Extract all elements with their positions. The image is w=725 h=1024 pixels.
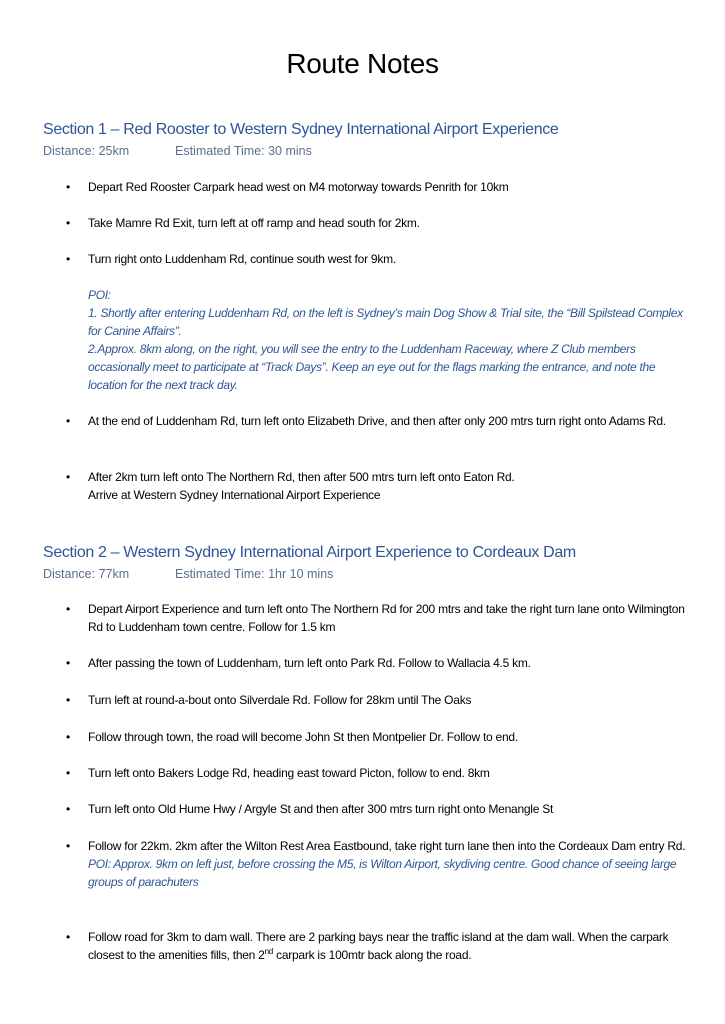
item-text: Turn left onto Bakers Lodge Rd, heading east toward Picton, follow to end. 8km bbox=[88, 766, 490, 780]
list-item: • Turn right onto Luddenham Rd, continue south west for 9km. bbox=[66, 252, 396, 266]
section-1-meta bbox=[43, 143, 312, 159]
arrive-text: Arrive at Western Sydney International Airport Experience bbox=[88, 488, 381, 502]
item-text: carpark is 100mtr back along the road. bbox=[273, 948, 472, 962]
section-1-heading: Section 1 – Red Rooster to Western Sydney International Airport Experience bbox=[43, 121, 559, 138]
ordinal-suffix: nd bbox=[264, 947, 273, 956]
item-text: After 2km turn left onto The Northern Rd, then after 500 mtrs turn left onto Eaton Rd. bbox=[88, 470, 515, 484]
page-title: Route Notes bbox=[286, 48, 439, 79]
poi-1: 1. Shortly after entering Luddenham Rd, on the left is Sydney’s main Dog Show & Trial site, the “Bill Spilstead Complex for Canine Affairs”. bbox=[88, 306, 683, 338]
item-text: Turn left onto Old Hume Hwy / Argyle St and then after 300 mtrs turn right onto Menangle St bbox=[88, 802, 554, 816]
list-item: • Turn left onto Old Hume Hwy / Argyle St and then after 300 mtrs turn right onto Menangle St bbox=[66, 802, 554, 816]
item-text: Follow for 22km. 2km after the Wilton Rest Area Eastbound, take right turn lane then into the Cordeaux Dam entry Rd. bbox=[88, 839, 686, 853]
list-item: • Turn left onto Bakers Lodge Rd, heading east toward Picton, follow to end. 8km bbox=[66, 766, 490, 780]
poi-note: POI: Approx. 9km on left just, before crossing the M5, is Wilton Airport, skydiving centre. Good chance of seeing large groups of parachuters bbox=[88, 857, 677, 889]
item-text: After passing the town of Luddenham, turn left onto Park Rd. Follow to Wallacia 4.5 km. bbox=[88, 656, 531, 670]
item-text: Depart Airport Experience and turn left onto The Northern Rd for 200 mtrs and take the right turn lane onto Wilmington Rd to Luddenham town centre. Follow for 1.5 km bbox=[88, 602, 685, 634]
section-1-distance: Distance: 25km bbox=[43, 144, 130, 158]
list-item: • Follow for 22km. 2km after the Wilton Rest Area Eastbound, take right turn lane then into the Cordeaux Dam entry Rd. POI: Approx. 9km on left just, before crossing the M5, is Wilton Airport, skydiving centre. Good chance of seeing large groups of parachuters bbox=[88, 837, 688, 891]
item-text: Take Mamre Rd Exit, turn left at off ramp and head south for 2km. bbox=[88, 216, 420, 230]
section-2-heading: Section 2 – Western Sydney International Airport Experience to Cordeaux Dam bbox=[43, 544, 576, 561]
list-item: • Depart Airport Experience and turn left onto The Northern Rd for 200 mtrs and take the right turn lane onto Wilmington Rd to Luddenham town centre. Follow for 1.5 km bbox=[66, 602, 685, 634]
item-text: Depart Red Rooster Carpark head west on M4 motorway towards Penrith for 10km bbox=[88, 180, 509, 194]
section-1-time: Estimated Time: 30 mins bbox=[175, 144, 312, 158]
list-item: • After passing the town of Luddenham, turn left onto Park Rd. Follow to Wallacia 4.5 km. bbox=[66, 656, 531, 670]
poi-2: 2.Approx. 8km along, on the right, you will see the entry to the Luddenham Raceway, where Z Club members occasionally meet to participate at “Track Days”. Keep an eye out for the flags marking the entrance, and note the location for the next track day. bbox=[88, 342, 656, 392]
list-item: • After 2km turn left onto The Northern Rd, then after 500 mtrs turn left onto Eaton Rd. Arrive at Western Sydney International Airport Experience bbox=[66, 470, 515, 502]
poi-note bbox=[88, 286, 688, 394]
item-text: Turn right onto Luddenham Rd, continue south west for 9km. bbox=[88, 252, 396, 266]
item-text: Follow road for 3km to dam wall. There are 2 parking bays near the traffic island at the dam wall. When the carpark closest to the amenities fills, then 2 bbox=[88, 930, 669, 962]
section-2-time: Estimated Time: 1hr 10 mins bbox=[175, 567, 334, 581]
list-item: • At the end of Luddenham Rd, turn left onto Elizabeth Drive, and then after only 200 mtrs turn right onto Adams Rd. bbox=[66, 414, 666, 428]
section-2-distance: Distance: 77km bbox=[43, 567, 130, 581]
item-text: At the end of Luddenham Rd, turn left onto Elizabeth Drive, and then after only 200 mtrs turn right onto Adams Rd. bbox=[88, 414, 666, 428]
list-item: • Follow road for 3km to dam wall. There are 2 parking bays near the traffic island at the dam wall. When the carpark closest to the amenities fills, then 2nd carpark is 100mtr back along the road. bbox=[66, 930, 669, 962]
list-item: • Turn left at round-a-bout onto Silverdale Rd. Follow for 28km until The Oaks bbox=[66, 693, 472, 707]
list-item: • Take Mamre Rd Exit, turn left at off ramp and head south for 2km. bbox=[66, 216, 420, 230]
item-text: Follow through town, the road will become John St then Montpelier Dr. Follow to end. bbox=[88, 730, 518, 744]
item-text: Turn left at round-a-bout onto Silverdale Rd. Follow for 28km until The Oaks bbox=[88, 693, 472, 707]
list-item: • Follow through town, the road will become John St then Montpelier Dr. Follow to end. bbox=[66, 730, 518, 744]
section-2-meta bbox=[43, 566, 334, 582]
poi-label: POI: bbox=[88, 288, 111, 302]
list-item: • Depart Red Rooster Carpark head west on M4 motorway towards Penrith for 10km bbox=[66, 180, 509, 194]
